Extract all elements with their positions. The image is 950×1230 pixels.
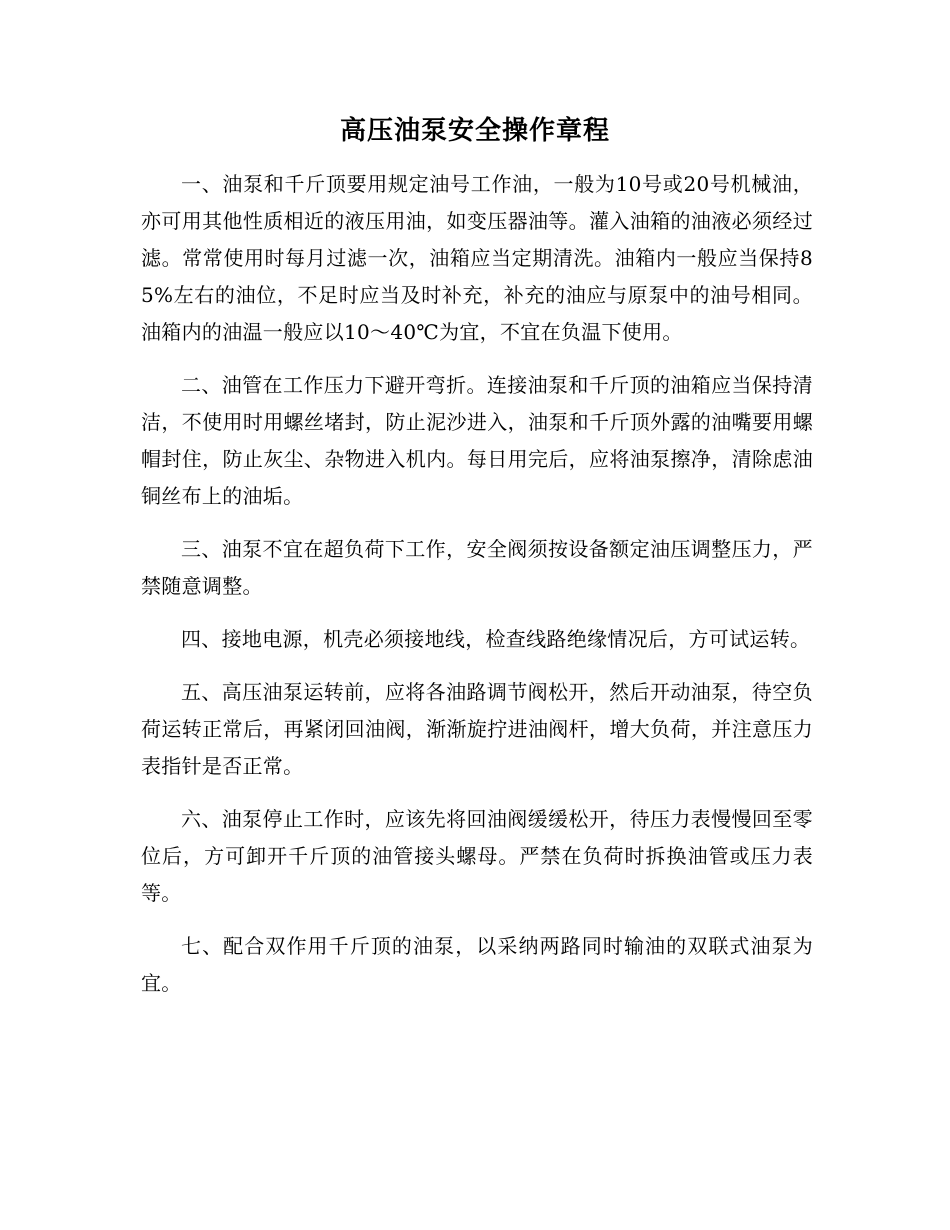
paragraph-5: 五、高压油泵运转前，应将各油路调节阀松开，然后开动油泵，待空负荷运转正常后，再紧闭回油阀，渐渐旋拧进油阀杆，增大负荷，并注意压力表指针是否正常。 [141,680,813,778]
paragraph-6: 六、油泵停止工作时，应该先将回油阀缓缓松开，待压力表慢慢回至零位后，方可卸开千斤顶的油管接头螺母。严禁在负荷时拆换油管或压力表等。 [141,807,813,905]
paragraph-3: 三、油泵不宜在超负荷下工作，安全阀须按设备额定油压调整压力，严禁随意调整。 [141,537,813,598]
paragraph-2: 二、油管在工作压力下避开弯折。连接油泵和千斤顶的油箱应当保持清洁，不使用时用螺丝堵封，防止泥沙进入，油泵和千斤顶外露的油嘴要用螺帽封住，防止灰尘、杂物进入机内。每日用完后，应将油泵擦净，清除虑油铜丝布上的油垢。 [141,373,813,508]
paragraph-7: 七、配合双作用千斤顶的油泵，以采纳两路同时输油的双联式油泵为宜。 [141,934,813,995]
document-title: 高压油泵安全操作章程 [339,116,610,146]
paragraph-1: 一、油泵和千斤顶要用规定油号工作油，一般为10号或20号机械油，亦可用其他性质相近的液压用油，如变压器油等。灌入油箱的油液必须经过滤。常常使用时每月过滤一次，油箱应当定期清洗。油箱内一般应当保持85%左右的油位，不足时应当及时补充，补充的油应与原泵中的油号相同。油箱内的油温一般应以10～40℃为宜，不宜在负温下使用。 [141,172,813,344]
paragraph-4: 四、接地电源，机壳必须接地线，检查线路绝缘情况后，方可试运转。 [181,627,811,651]
document-body [141,166,813,1018]
